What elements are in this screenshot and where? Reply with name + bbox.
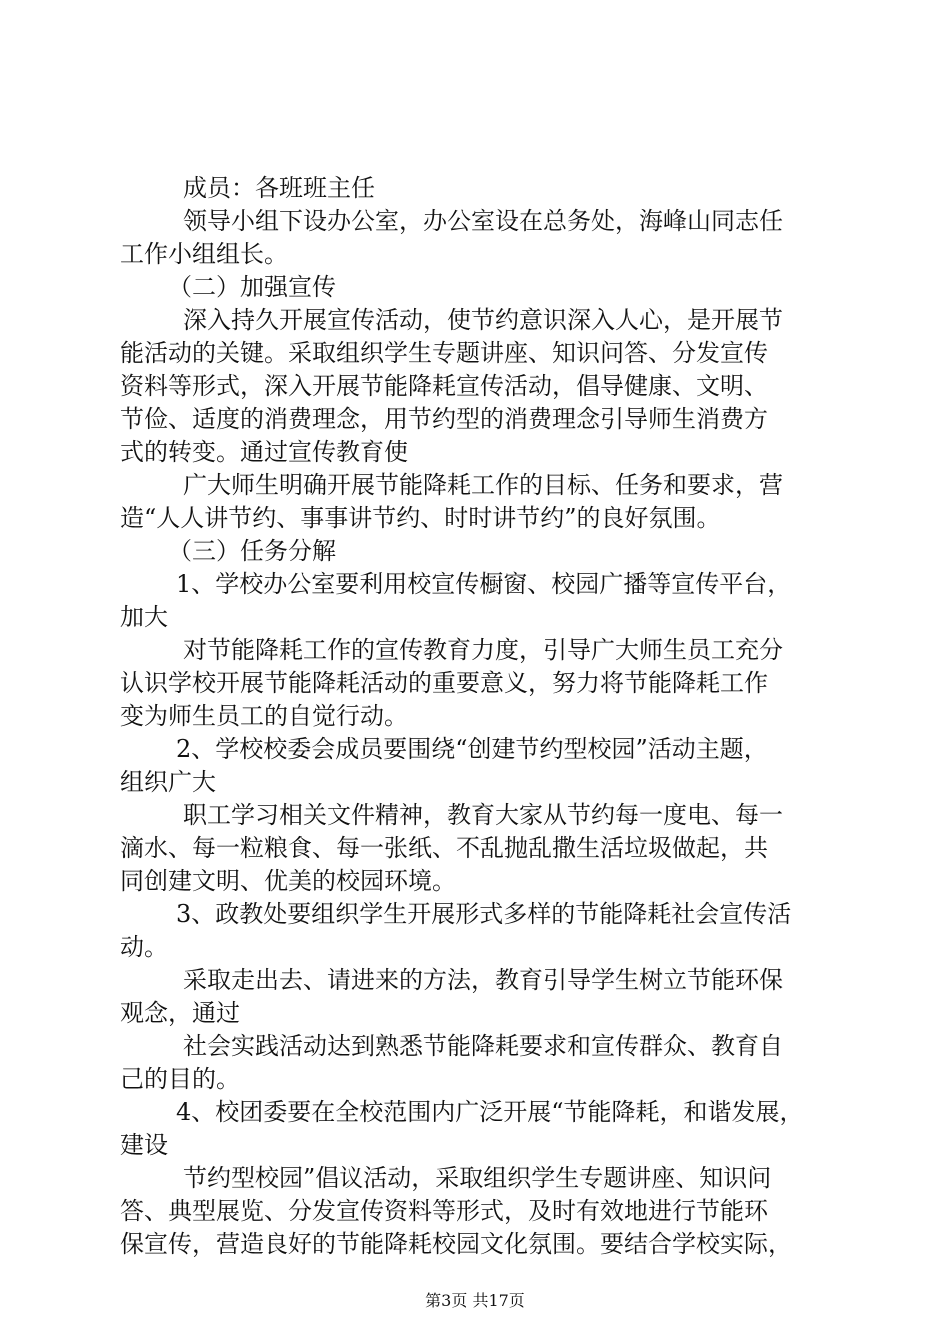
text-line: 观念，通过 [120,999,240,1027]
text-line: 资料等形式，深入开展节能降耗宣传活动，倡导健康、文明、 [120,372,768,400]
text-line: 对节能降耗工作的宣传教育力度，引导广大师生员工充分 [183,636,783,664]
text-line: 采取走出去、请进来的方法，教育引导学生树立节能环保 [183,966,783,994]
text-line: 组织广大 [120,768,216,796]
text-line: 职工学习相关文件精神，教育大家从节约每一度电、每一 [183,801,783,829]
text-line: 造“人人讲节约、事事讲节约、时时讲节约”的良好氛围。 [120,504,721,532]
text-line: 式的转变。通过宣传教育使 [120,438,408,466]
text-line: 保宣传，营造良好的节能降耗校园文化氛围。要结合学校实际， [120,1230,792,1258]
text-line: 滴水、每一粒粮食、每一张纸、不乱抛乱撒生活垃圾做起，共 [120,834,768,862]
text-line: 能活动的关键。采取组织学生专题讲座、知识问答、分发宣传 [120,339,768,367]
section-heading: （三）任务分解 [168,537,336,565]
section-heading: （二）加强宣传 [168,273,336,301]
text-line: 4、校团委要在全校范围内广泛开展“节能降耗，和谐发展， [176,1098,804,1126]
text-line: 3、政教处要组织学生开展形式多样的节能降耗社会宣传活 [176,900,792,928]
text-line: 成员：各班班主任 [183,174,375,202]
text-line: 广大师生明确开展节能降耗工作的目标、任务和要求，营 [183,471,783,499]
text-line: 节约型校园”倡议活动，采取组织学生专题讲座、知识问 [183,1164,772,1192]
text-line: 动。 [120,933,168,961]
text-line: 加大 [120,603,168,631]
text-line: 己的目的。 [120,1065,240,1093]
text-line: 2、学校校委会成员要围绕“创建节约型校园”活动主题， [176,735,768,763]
text-line: 1、学校办公室要利用校宣传橱窗、校园广播等宣传平台， [176,570,792,598]
text-line: 答、典型展览、分发宣传资料等形式，及时有效地进行节能环 [120,1197,768,1225]
text-line: 同创建文明、优美的校园环境。 [120,867,456,895]
text-line: 工作小组组长。 [120,240,288,268]
text-line: 建设 [120,1131,168,1159]
text-line: 领导小组下设办公室，办公室设在总务处，海峰山同志任 [183,207,783,235]
text-line: 变为师生员工的自觉行动。 [120,702,408,730]
page-number-footer: 第3页 共17页 [425,1291,525,1310]
text-line: 节俭、适度的消费理念，用节约型的消费理念引导师生消费方 [120,405,768,433]
text-line: 认识学校开展节能降耗活动的重要意义，努力将节能降耗工作 [120,669,768,697]
text-line: 深入持久开展宣传活动，使节约意识深入人心，是开展节 [183,306,783,334]
text-line: 社会实践活动达到熟悉节能降耗要求和宣传群众、教育自 [183,1032,783,1060]
